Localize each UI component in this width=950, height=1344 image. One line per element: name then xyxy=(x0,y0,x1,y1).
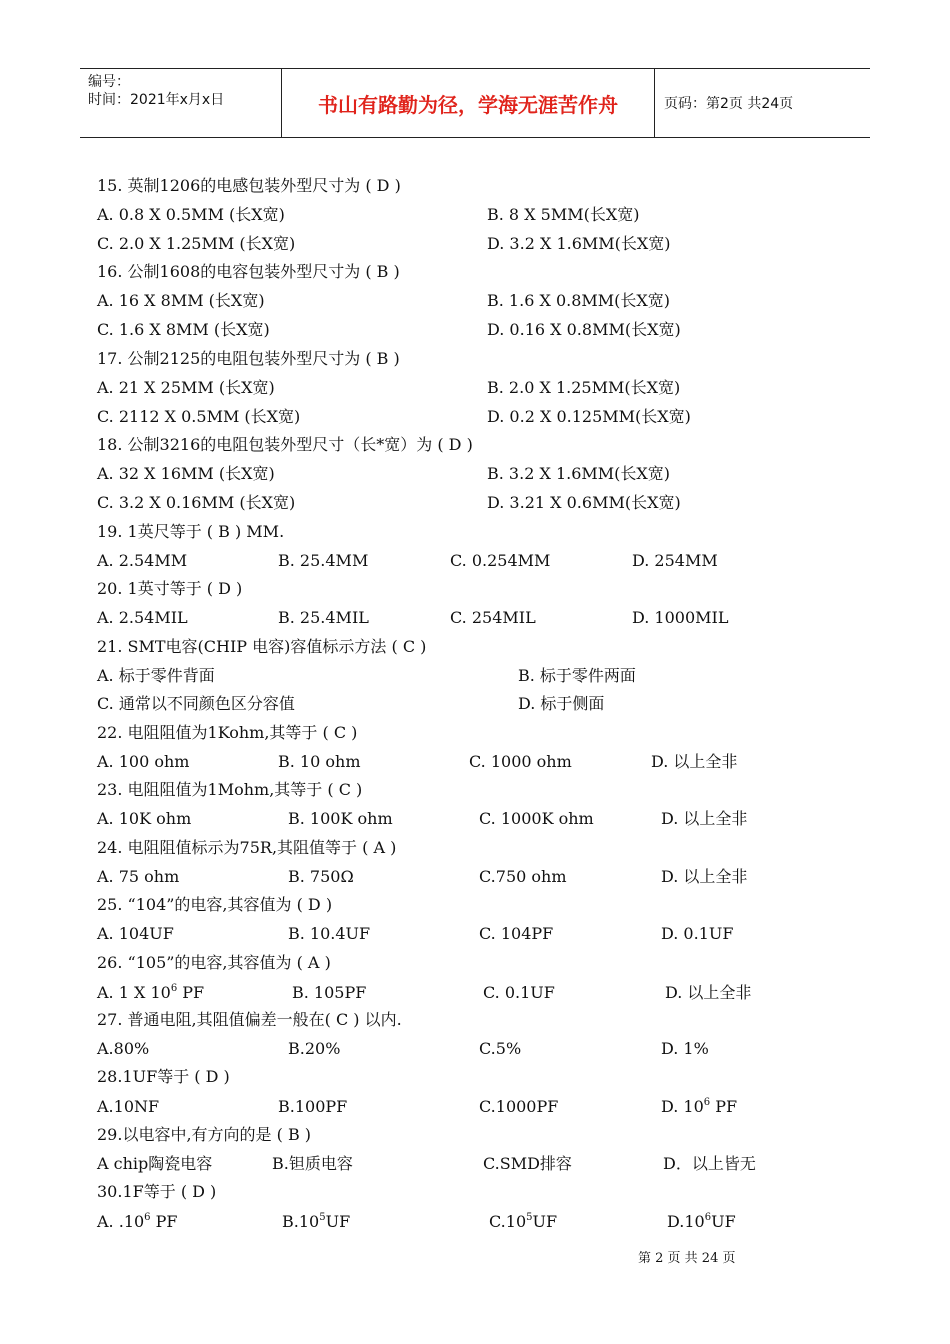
option-20a: A. 2.54MIL xyxy=(97,608,188,627)
page-label: 页码：第2页 共24页 xyxy=(664,96,794,112)
option-30a-unit: PF xyxy=(150,1212,178,1231)
date-label: 时间：2021年x月x日 xyxy=(88,92,225,108)
option-27b: B.20% xyxy=(288,1039,341,1058)
question-28: 28.1UF等于 ( D ) xyxy=(97,1067,230,1086)
option-17c: C. 2112 X 0.5MM (长X宽) xyxy=(97,407,301,426)
option-25d: D. 0.1UF xyxy=(661,924,734,943)
question-25: 25. “104”的电容,其容值为 ( D ) xyxy=(97,895,333,914)
option-20d: D. 1000MIL xyxy=(632,608,729,627)
option-30d-base: D.10 xyxy=(667,1212,705,1231)
option-30c-unit: UF xyxy=(532,1212,558,1231)
option-15b: B. 8 X 5MM(长X宽) xyxy=(487,205,640,224)
option-26a-base: A. 1 X 10 xyxy=(97,983,171,1002)
option-27a: A.80% xyxy=(97,1039,150,1058)
option-19a: A. 2.54MM xyxy=(97,551,188,570)
question-22: 22. 电阻阻值为1Kohm,其等于 ( C ) xyxy=(97,723,358,742)
option-25b: B. 10.4UF xyxy=(288,924,371,943)
option-30c-exponent: 5 xyxy=(526,1212,533,1223)
question-20: 20. 1英寸等于 ( D ) xyxy=(97,579,243,598)
question-19: 19. 1英尺等于 ( B ) MM. xyxy=(97,522,285,541)
option-30b-unit: UF xyxy=(325,1212,351,1231)
question-16: 16. 公制1608的电容包装外型尺寸为 ( B ) xyxy=(97,262,400,281)
option-17a: A. 21 X 25MM (长X宽) xyxy=(97,378,275,397)
option-18c: C. 3.2 X 0.16MM (长X宽) xyxy=(97,493,296,512)
option-30b-exponent: 5 xyxy=(319,1212,326,1223)
option-22c: C. 1000 ohm xyxy=(469,752,572,771)
option-20c: C. 254MIL xyxy=(450,608,536,627)
question-15: 15. 英制1206的电感包装外型尺寸为 ( D ) xyxy=(97,176,401,195)
serial-label: 编号： xyxy=(88,74,130,90)
option-30d xyxy=(667,1212,736,1232)
option-23b: B. 100K ohm xyxy=(288,809,393,828)
option-19c: C. 0.254MM xyxy=(450,551,551,570)
option-27d: D. 1% xyxy=(661,1039,709,1058)
option-15a: A. 0.8 X 0.5MM (长X宽) xyxy=(97,205,285,224)
question-21: 21. SMT电容(CHIP 电容)容值标示方法 ( C ) xyxy=(97,637,427,656)
option-19d: D. 254MM xyxy=(632,551,718,570)
option-15c: C. 2.0 X 1.25MM (长X宽) xyxy=(97,234,296,253)
option-30a xyxy=(97,1212,178,1232)
option-22d: D. 以上全非 xyxy=(651,752,738,771)
option-16d: D. 0.16 X 0.8MM(长X宽) xyxy=(487,320,681,339)
option-16a: A. 16 X 8MM (长X宽) xyxy=(97,291,265,310)
option-28a: A.10NF xyxy=(97,1097,160,1116)
option-28d xyxy=(661,1097,737,1117)
option-30c-base: C.10 xyxy=(489,1212,527,1231)
page-header xyxy=(80,68,870,138)
option-24b: B. 750Ω xyxy=(288,867,354,886)
page-footer: 第 2 页 共 24 页 xyxy=(638,1251,736,1266)
option-24a: A. 75 ohm xyxy=(97,867,180,886)
option-18b: B. 3.2 X 1.6MM(长X宽) xyxy=(487,464,671,483)
option-19b: B. 25.4MM xyxy=(278,551,369,570)
option-23d: D. 以上全非 xyxy=(661,809,748,828)
option-29a: A chip陶瓷电容 xyxy=(97,1154,213,1173)
option-16c: C. 1.6 X 8MM (长X宽) xyxy=(97,320,270,339)
option-30b-base: B.10 xyxy=(282,1212,320,1231)
question-17: 17. 公制2125的电阻包装外型尺寸为 ( B ) xyxy=(97,349,400,368)
question-24: 24. 电阻阻值标示为75R,其阻值等于 ( A ) xyxy=(97,838,397,857)
option-26d: D. 以上全非 xyxy=(665,983,752,1002)
option-23a: A. 10K ohm xyxy=(97,809,192,828)
option-26a-unit: PF xyxy=(177,983,205,1002)
option-17d: D. 0.2 X 0.125MM(长X宽) xyxy=(487,407,691,426)
question-23: 23. 电阻阻值为1Mohm,其等于 ( C ) xyxy=(97,780,363,799)
option-28d-base: D. 10 xyxy=(661,1097,704,1116)
option-28b: B.100PF xyxy=(278,1097,348,1116)
question-29: 29.以电容中,有方向的是 ( B ) xyxy=(97,1125,312,1144)
option-23c: C. 1000K ohm xyxy=(479,809,594,828)
option-28d-exponent: 6 xyxy=(703,1097,711,1108)
question-30: 30.1F等于 ( D ) xyxy=(97,1182,217,1201)
question-26: 26. “105”的电容,其容值为 ( A ) xyxy=(97,953,331,972)
option-30b xyxy=(282,1212,350,1232)
option-18d: D. 3.21 X 0.6MM(长X宽) xyxy=(487,493,681,512)
option-20b: B. 25.4MIL xyxy=(278,608,369,627)
motto: 书山有路勤为径，学海无涯苦作舟 xyxy=(282,69,655,137)
option-30a-exponent: 6 xyxy=(144,1212,151,1223)
option-21b: B. 标于零件两面 xyxy=(518,666,636,685)
option-25c: C. 104PF xyxy=(479,924,554,943)
question-18: 18. 公制3216的电阻包装外型尺寸（长*宽）为 ( D ) xyxy=(97,435,473,454)
header-info-cell xyxy=(80,69,282,137)
option-24c: C.750 ohm xyxy=(479,867,567,886)
option-26c: C. 0.1UF xyxy=(483,983,555,1002)
option-30c xyxy=(489,1212,557,1232)
option-21c: C. 通常以不同颜色区分容值 xyxy=(97,694,295,713)
option-27c: C.5% xyxy=(479,1039,522,1058)
option-21d: D. 标于侧面 xyxy=(518,694,605,713)
option-17b: B. 2.0 X 1.25MM(长X宽) xyxy=(487,378,681,397)
option-28c: C.1000PF xyxy=(479,1097,559,1116)
option-24d: D. 以上全非 xyxy=(661,867,748,886)
question-27: 27. 普通电阻,其阻值偏差一般在( C ) 以内. xyxy=(97,1010,402,1029)
option-16b: B. 1.6 X 0.8MM(长X宽) xyxy=(487,291,671,310)
option-29d: D．以上皆无 xyxy=(663,1154,756,1173)
option-26b: B. 105PF xyxy=(292,983,367,1002)
option-26a-exponent: 6 xyxy=(170,983,178,994)
option-21a: A. 标于零件背面 xyxy=(97,666,215,685)
option-30d-unit: UF xyxy=(711,1212,736,1231)
option-25a: A. 104UF xyxy=(97,924,174,943)
option-22b: B. 10 ohm xyxy=(278,752,361,771)
option-30d-exponent: 6 xyxy=(704,1212,712,1223)
option-26a xyxy=(97,983,204,1003)
option-29b: B.钽质电容 xyxy=(272,1154,353,1173)
option-28d-unit: PF xyxy=(710,1097,738,1116)
option-15d: D. 3.2 X 1.6MM(长X宽) xyxy=(487,234,671,253)
option-18a: A. 32 X 16MM (长X宽) xyxy=(97,464,275,483)
option-29c: C.SMD排容 xyxy=(483,1154,572,1173)
option-22a: A. 100 ohm xyxy=(97,752,190,771)
option-30a-base: A. .10 xyxy=(97,1212,145,1231)
